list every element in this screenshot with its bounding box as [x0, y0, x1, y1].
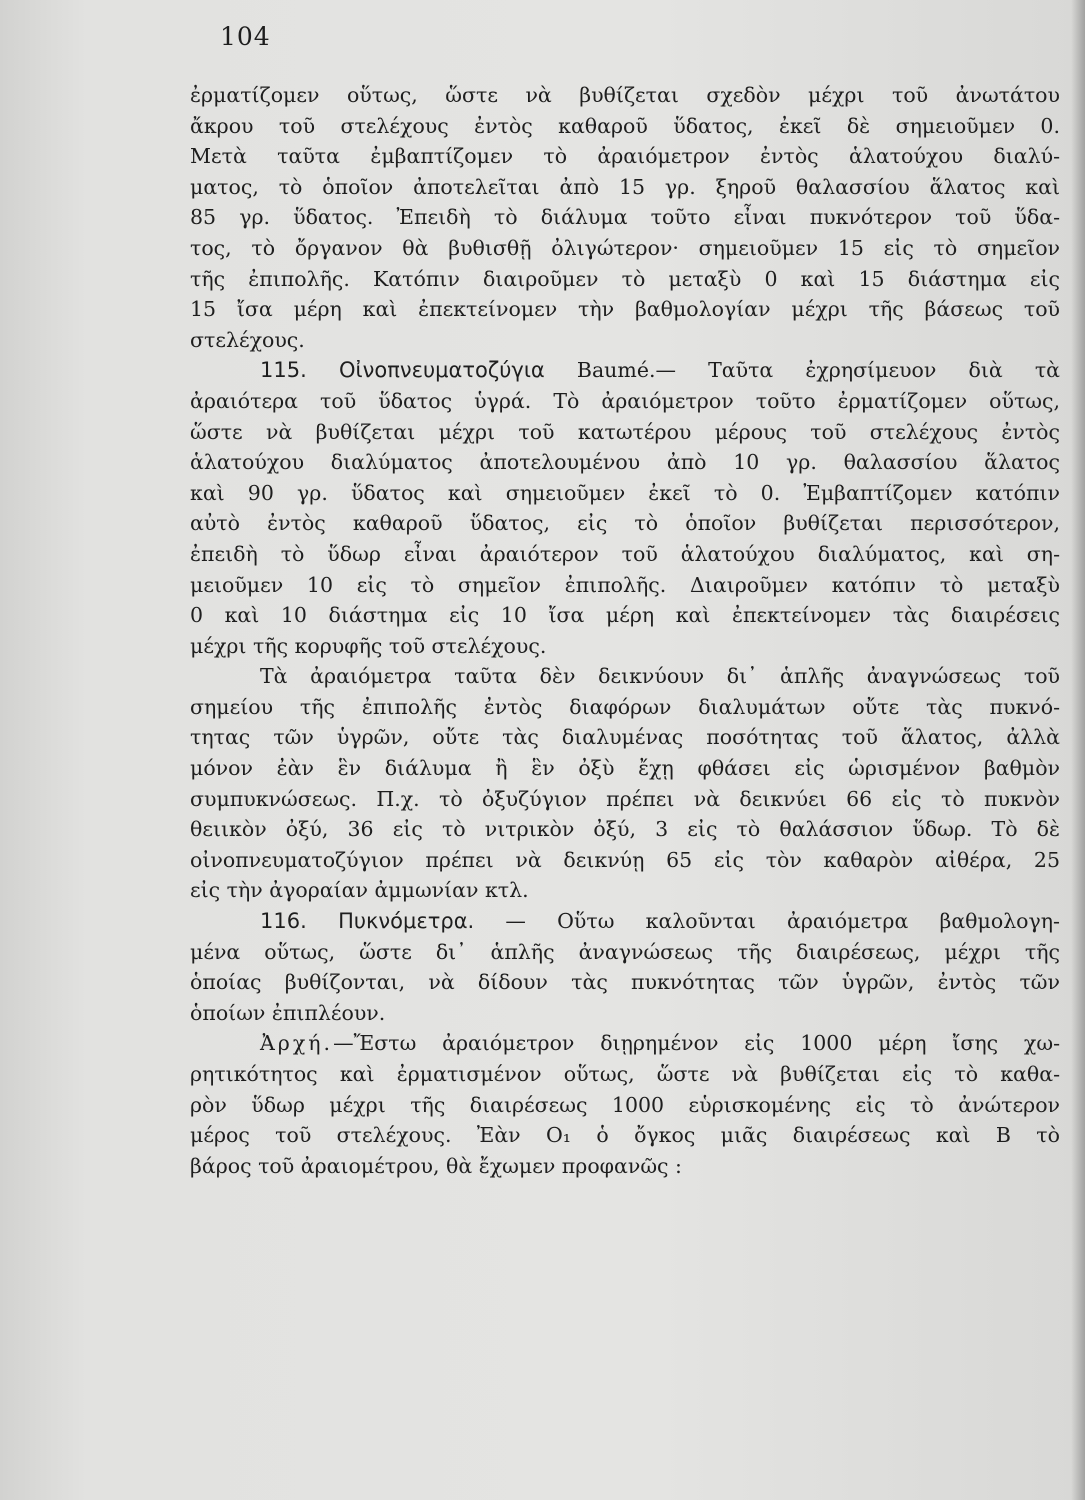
principle-rest: —Ἔστω ἀραιόμετρον διῃρημένον εἰς 1000 μέρη ἴσης χω-: [333, 1031, 1060, 1056]
paragraph-principle: [190, 1028, 1060, 1181]
text-line: ἁλατούχου διαλύματος ἀποτελουμένου ἀπὸ 10 γρ. θαλασσίου ἅλατος: [190, 450, 1060, 475]
text-line: σημείου τῆς ἐπιπολῆς ἐντὸς διαφόρων διαλυμάτων οὔτε τὰς πυκνό-: [190, 694, 1060, 719]
section-heading: 115. Οἰνοπνευματοζύγια: [260, 358, 545, 383]
text-line: μόνον ἐὰν ἓν διάλυμα ἢ ἓν ὀξὺ ἔχῃ φθάσει εἰς ὡρισμένον βαθμὸν: [190, 756, 1060, 781]
principle-label: Ἀρχή.: [260, 1031, 334, 1056]
text-line: Τὰ ἀραιόμετρα ταῦτα δὲν δεικνύουν δι᾿ ἁπλῆς ἀναγνώσεως τοῦ: [260, 664, 1060, 689]
text-line: 0 καὶ 10 διάστημα εἰς 10 ἴσα μέρη καὶ ἐπεκτείνομεν τὰς διαιρέσεις: [190, 603, 1060, 628]
text-line: ὥστε νὰ βυθίζεται μέχρι τοῦ κατωτέρου μέρους τοῦ στελέχους ἐντὸς: [190, 419, 1060, 444]
text-line: θειικὸν ὀξύ, 36 εἰς τὸ νιτρικὸν ὀξύ, 3 εἰς τὸ θαλάσσιον ὕδωρ. Τὸ δὲ: [190, 817, 1060, 842]
heading-rest: — Οὕτω καλοῦνται ἀραιόμετρα βαθμολογη-: [474, 909, 1060, 934]
text-line: μέχρι τῆς κορυφῆς τοῦ στελέχους.: [190, 633, 547, 658]
text-line: ρὸν ὕδωρ μέχρι τῆς διαιρέσεως 1000 εὑρισκομένης εἰς τὸ ἀνώτερον: [190, 1092, 1060, 1117]
section-heading: 116. Πυκνόμετρα.: [260, 909, 475, 934]
section-115: [190, 355, 1060, 661]
paragraph-continuation: [190, 80, 1060, 355]
text-line: στελέχους.: [190, 327, 305, 352]
text-line: ὁποίων ἐπιπλέουν.: [190, 1000, 386, 1025]
text-line: οἰνοπνευματοζύγιον πρέπει νὰ δεικνύῃ 65 εἰς τὸν καθαρὸν αἰθέρα, 25: [190, 847, 1060, 872]
text-line: εἰς τὴν ἀγοραίαν ἀμμωνίαν κτλ.: [190, 878, 529, 903]
text-line: Μετὰ ταῦτα ἐμβαπτίζομεν τὸ ἀραιόμετρον ἐντὸς ἁλατούχου διαλύ-: [190, 144, 1060, 169]
text-line: [190, 906, 1060, 937]
heading-rest: Baumé.— Ταῦτα ἐχρησίμευον διὰ τὰ: [544, 358, 1061, 383]
text-line: τητας τῶν ὑγρῶν, οὔτε τὰς διαλυμένας ποσότητας τοῦ ἅλατος, ἀλλὰ: [190, 725, 1060, 750]
section-116: [190, 906, 1060, 1028]
page-number: 104: [220, 22, 271, 51]
text-line: τῆς ἐπιπολῆς. Κατόπιν διαιροῦμεν τὸ μεταξὺ 0 καὶ 15 διάστημα εἰς: [190, 266, 1060, 291]
text-line: ρητικότητος καὶ ἐρματισμένον οὕτως, ὥστε νὰ βυθίζεται εἰς τὸ καθα-: [190, 1062, 1060, 1086]
page-edge-shadow: [1071, 0, 1085, 1500]
text-line: ἀραιότερα τοῦ ὕδατος ὑγρά. Τὸ ἀραιόμετρον τοῦτο ἐρματίζομεν οὕτως,: [190, 388, 1060, 413]
text-line: μέρος τοῦ στελέχους. Ἐὰν O₁ ὁ ὄγκος μιᾶς διαιρέσεως καὶ B τὸ: [190, 1123, 1060, 1148]
body-text: [190, 80, 1060, 1181]
text-line: [190, 1028, 1060, 1059]
text-line: συμπυκνώσεως. Π.χ. τὸ ὀξυζύγιον πρέπει νὰ δεικνύει 66 εἰς τὸ πυκνὸν: [190, 786, 1060, 811]
text-line: 15 ἴσα μέρη καὶ ἐπεκτείνομεν τὴν βαθμολογίαν μέχρι τῆς βάσεως τοῦ: [190, 297, 1060, 322]
paragraph-hydrometers-note: [190, 661, 1060, 906]
text-line: καὶ 90 γρ. ὕδατος καὶ σημειοῦμεν ἐκεῖ τὸ 0. Ἐμβαπτίζομεν κατόπιν: [190, 480, 1060, 505]
text-line: μένα οὕτως, ὥστε δι᾿ ἁπλῆς ἀναγνώσεως τῆς διαιρέσεως, μέχρι τῆς: [190, 939, 1060, 964]
text-line: ἐρματίζομεν οὕτως, ὥστε νὰ βυθίζεται σχεδὸν μέχρι τοῦ ἀνωτάτου: [190, 83, 1060, 107]
text-line: τος, τὸ ὄργανον θὰ βυθισθῇ ὀλιγώτερον· σημειοῦμεν 15 εἰς τὸ σημεῖον: [190, 235, 1060, 260]
text-line: ἐπειδὴ τὸ ὕδωρ εἶναι ἀραιότερον τοῦ ἁλατούχου διαλύματος, καὶ ση-: [190, 541, 1060, 566]
text-line: μειοῦμεν 10 εἰς τὸ σημεῖον ἐπιπολῆς. Διαιροῦμεν κατόπιν τὸ μεταξὺ: [190, 572, 1060, 597]
text-line: [190, 355, 1060, 386]
text-line: βάρος τοῦ ἀραιομέτρου, θὰ ἔχωμεν προφανῶς :: [190, 1153, 682, 1178]
text-line: αὐτὸ ἐντὸς καθαροῦ ὕδατος, εἰς τὸ ὁποῖον βυθίζεται περισσότερον,: [190, 511, 1060, 536]
text-line: ὁποίας βυθίζονται, νὰ δίδουν τὰς πυκνότητας τῶν ὑγρῶν, ἐντὸς τῶν: [190, 970, 1060, 995]
text-line: ματος, τὸ ὁποῖον ἀποτελεῖται ἀπὸ 15 γρ. ξηροῦ θαλασσίου ἅλατος καὶ: [190, 174, 1060, 199]
text-line: ἄκρου τοῦ στελέχους ἐντὸς καθαροῦ ὕδατος, ἐκεῖ δὲ σημειοῦμεν 0.: [190, 113, 1060, 138]
text-line: 85 γρ. ὕδατος. Ἐπειδὴ τὸ διάλυμα τοῦτο εἶναι πυκνότερον τοῦ ὕδα-: [190, 205, 1060, 230]
